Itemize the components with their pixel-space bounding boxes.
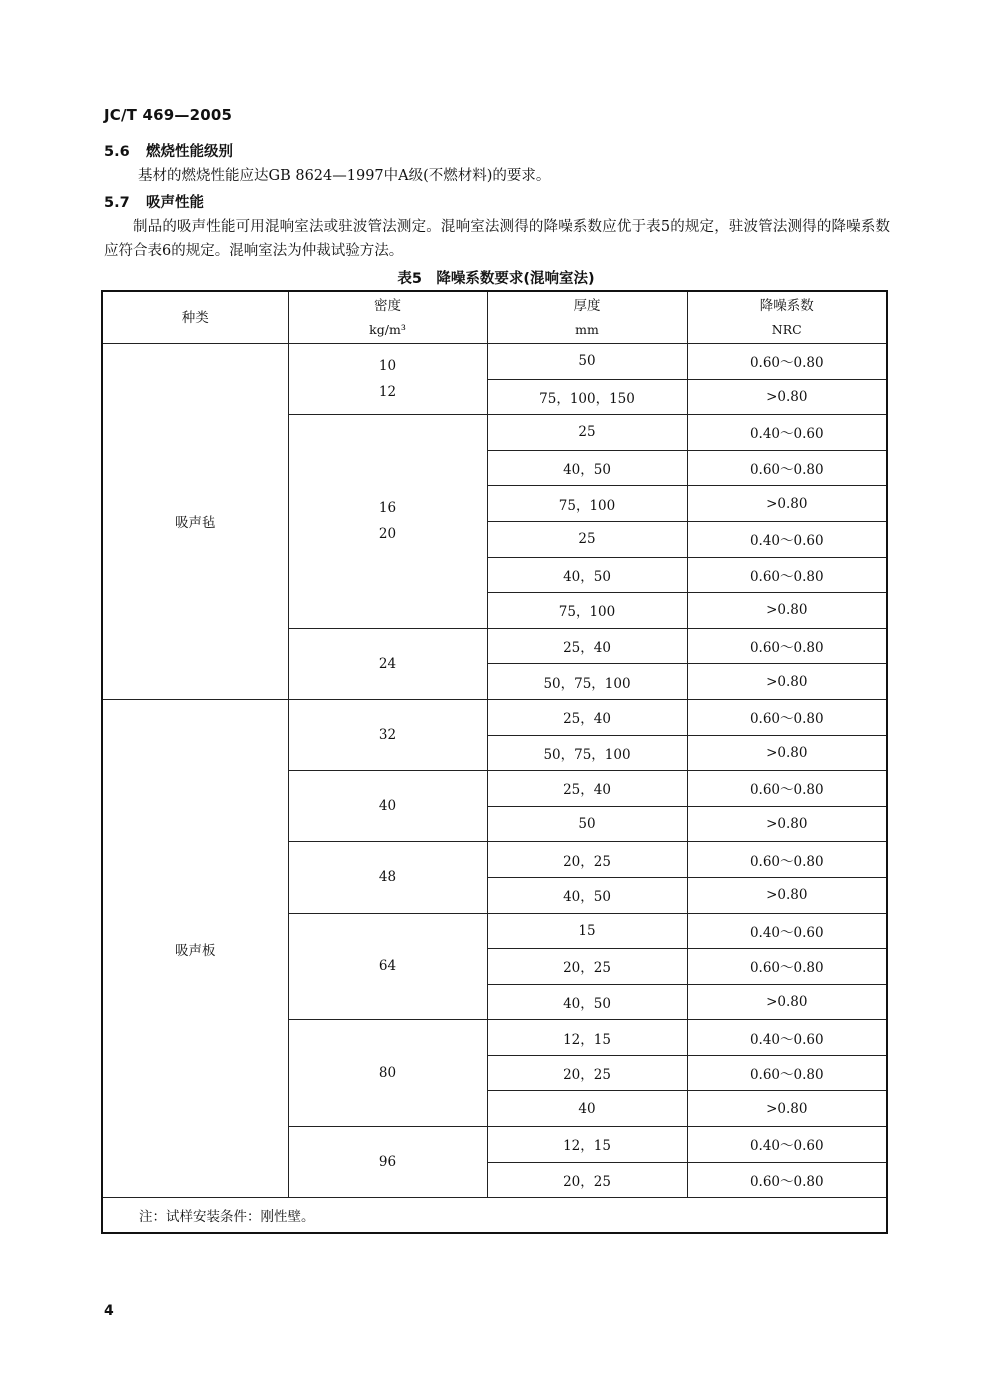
thickness-cell: 75，100 — [487, 593, 687, 629]
table-header-row — [102, 291, 887, 344]
nrc-cell: >0.80 — [687, 486, 887, 522]
thickness-cell: 50，75，100 — [487, 664, 687, 700]
nrc-cell: 0.60～0.80 — [687, 1055, 887, 1091]
header-nrc-unit: NRC — [771, 321, 802, 337]
nrc-cell: 0.40～0.60 — [687, 521, 887, 557]
thickness-cell: 25 — [487, 415, 687, 451]
nrc-cell: >0.80 — [687, 806, 887, 842]
section-5-7-heading — [104, 191, 204, 212]
density-cell: 32 — [288, 699, 487, 770]
thickness-cell: 25，40 — [487, 628, 687, 664]
density-cell: 80 — [288, 1020, 487, 1127]
density-value: 20 — [378, 526, 397, 543]
header-thickness-label: 厚度 — [573, 297, 601, 314]
nrc-cell: >0.80 — [687, 664, 887, 700]
nrc-cell: 0.60～0.80 — [687, 949, 887, 985]
kind-board: 吸声板 — [102, 699, 288, 1197]
table-row — [102, 699, 887, 735]
header-density-unit: kg/m³ — [369, 321, 406, 337]
nrc-cell: >0.80 — [687, 877, 887, 913]
table-caption: 表5 降噪系数要求(混响室法) — [397, 271, 595, 287]
document-code: JC/T 469—2005 — [104, 106, 233, 124]
thickness-cell: 40 — [487, 1091, 687, 1127]
section-title: 燃烧性能级别 — [146, 144, 233, 160]
section-5-6-body: 基材的燃烧性能应达GB 8624—1997中A级(不燃材料)的要求。 — [138, 168, 551, 184]
thickness-cell: 50，75，100 — [487, 735, 687, 771]
nrc-cell: 0.40～0.60 — [687, 415, 887, 451]
density-cell: 40 — [288, 771, 487, 842]
nrc-cell: >0.80 — [687, 1091, 887, 1127]
density-cell: 64 — [288, 913, 487, 1020]
header-nrc-label: 降噪系数 — [759, 297, 814, 314]
thickness-cell: 20，25 — [487, 1055, 687, 1091]
thickness-cell: 50 — [487, 806, 687, 842]
density-cell — [288, 415, 487, 629]
nrc-requirements-table — [101, 290, 888, 1234]
thickness-cell: 75，100，150 — [487, 379, 687, 415]
nrc-cell: 0.40～0.60 — [687, 1020, 887, 1056]
section-title: 吸声性能 — [146, 195, 204, 211]
density-value: 10 — [378, 358, 397, 375]
thickness-cell: 15 — [487, 913, 687, 949]
thickness-cell: 75，100 — [487, 486, 687, 522]
header-thickness — [487, 291, 687, 344]
thickness-cell: 20，25 — [487, 842, 687, 878]
nrc-cell: 0.40～0.60 — [687, 1127, 887, 1163]
header-thickness-unit: mm — [575, 321, 599, 337]
nrc-cell: 0.60～0.80 — [687, 450, 887, 486]
nrc-cell: 0.60～0.80 — [687, 628, 887, 664]
section-number: 5.6 — [104, 144, 130, 160]
thickness-cell: 20，25 — [487, 1162, 687, 1198]
header-kind: 种类 — [102, 291, 288, 344]
thickness-cell: 25 — [487, 521, 687, 557]
header-nrc — [687, 291, 887, 344]
thickness-cell: 40，50 — [487, 877, 687, 913]
density-cell: 96 — [288, 1127, 487, 1198]
nrc-cell: 0.40～0.60 — [687, 913, 887, 949]
section-5-6-heading — [104, 140, 233, 161]
nrc-cell: >0.80 — [687, 593, 887, 629]
nrc-cell: 0.60～0.80 — [687, 771, 887, 807]
thickness-cell: 20，25 — [487, 949, 687, 985]
nrc-cell: >0.80 — [687, 735, 887, 771]
page-number: 4 — [104, 1303, 114, 1319]
nrc-cell: 0.60～0.80 — [687, 557, 887, 593]
header-density — [288, 291, 487, 344]
nrc-cell: >0.80 — [687, 379, 887, 415]
thickness-cell: 12，15 — [487, 1127, 687, 1163]
table-note: 注：试样安装条件：刚性壁。 — [102, 1198, 887, 1234]
thickness-cell: 12，15 — [487, 1020, 687, 1056]
nrc-cell: 0.60～0.80 — [687, 699, 887, 735]
density-cell: 48 — [288, 842, 487, 913]
thickness-cell: 40，50 — [487, 984, 687, 1020]
nrc-cell: >0.80 — [687, 984, 887, 1020]
table-note-row — [102, 1198, 887, 1234]
thickness-cell: 40，50 — [487, 557, 687, 593]
section-5-7-body: 制品的吸声性能可用混响室法或驻波管法测定。混响室法测得的降噪系数应优于表5的规定，驻波管法测得的降噪系数应符合表6的规定。混响室法为仲裁试验方法。 — [104, 219, 890, 259]
thickness-cell: 25，40 — [487, 771, 687, 807]
kind-felt: 吸声毡 — [102, 344, 288, 700]
table-row — [102, 344, 887, 380]
thickness-cell: 40，50 — [487, 450, 687, 486]
density-value: 12 — [378, 384, 397, 401]
density-value: 16 — [378, 500, 397, 517]
section-number: 5.7 — [104, 195, 130, 211]
nrc-cell: 0.60～0.80 — [687, 842, 887, 878]
thickness-cell: 50 — [487, 344, 687, 380]
density-cell: 24 — [288, 628, 487, 699]
header-density-label: 密度 — [374, 297, 401, 314]
density-cell — [288, 344, 487, 415]
nrc-cell: 0.60～0.80 — [687, 1162, 887, 1198]
nrc-cell: 0.60～0.80 — [687, 344, 887, 380]
thickness-cell: 25，40 — [487, 699, 687, 735]
